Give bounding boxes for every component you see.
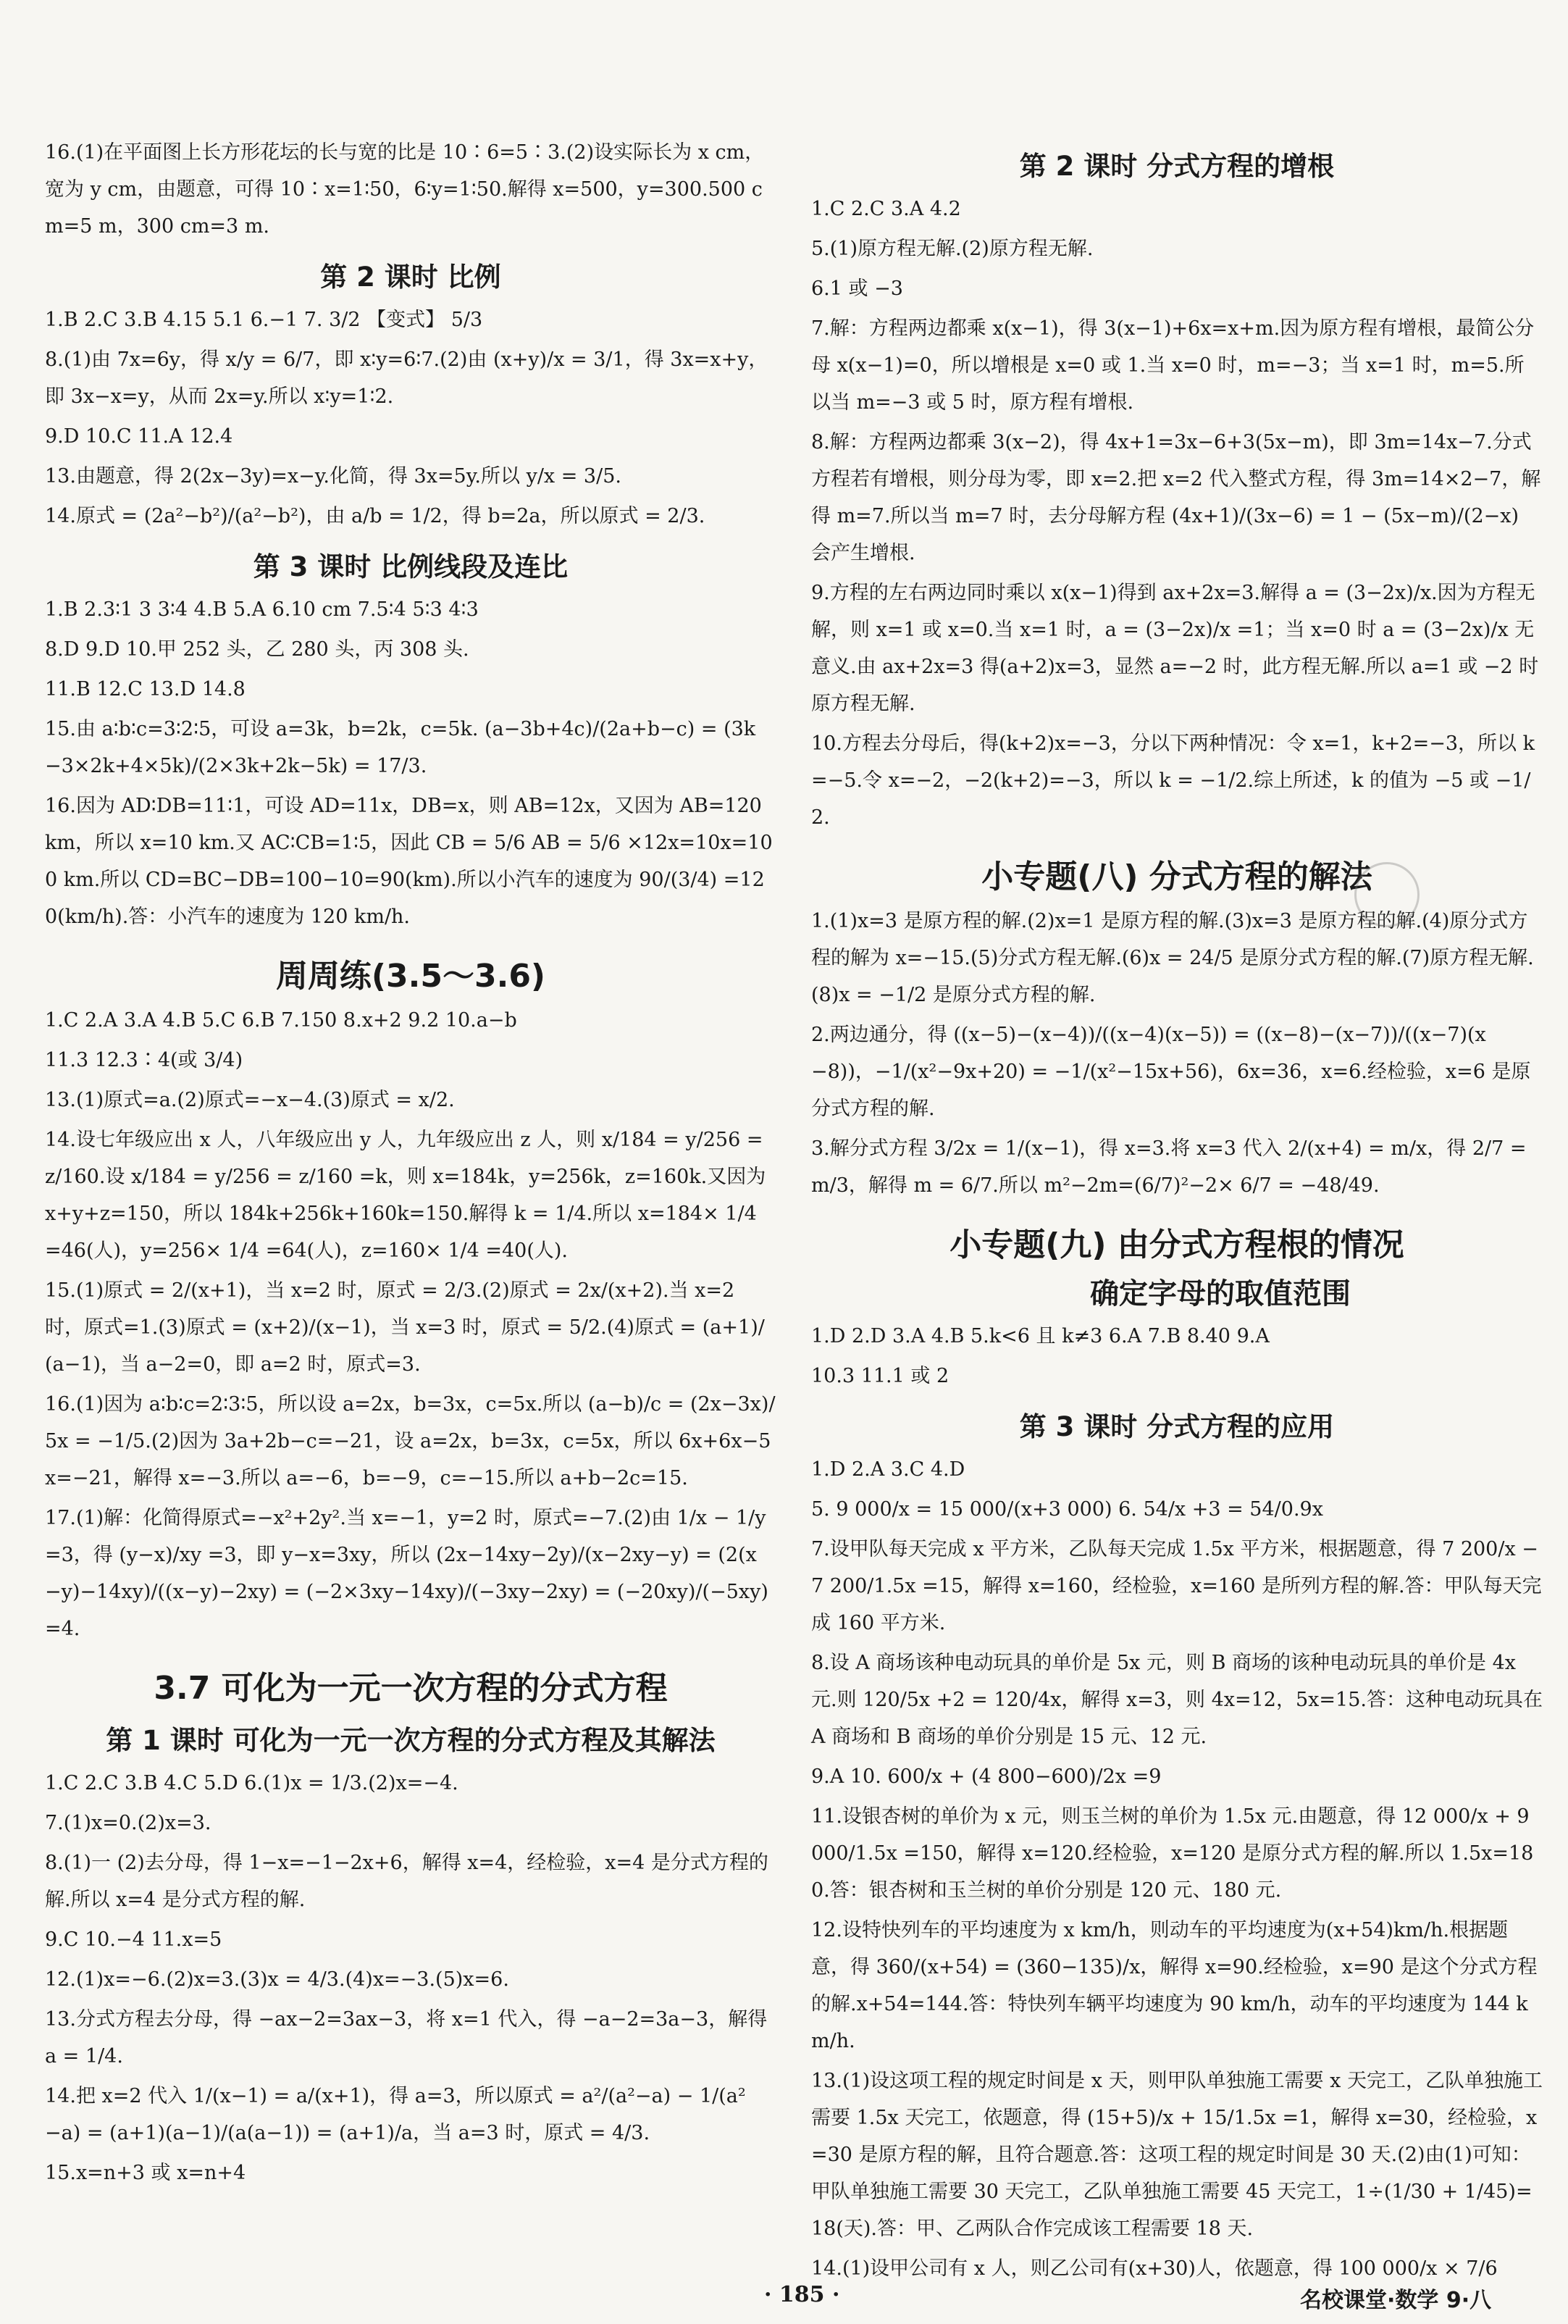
section-heading: 第 1 课时 可化为一元一次方程的分式方程及其解法: [106, 1725, 716, 1756]
section-heading: 3.7 可化为一元一次方程的分式方程: [154, 1670, 668, 1707]
answer-item: 13.(1)原式=a.(2)原式=−x−4.(3)原式 = x/2.: [45, 1089, 455, 1111]
answer-item: 15.x=n+3 或 x=n+4: [45, 2162, 246, 2184]
answer-item: 13.由题意，得 2(2x−3y)=x−y.化简，得 3x=5y.所以 y/x = 3/5.: [45, 465, 621, 488]
section-heading: 确定字母的取值范围: [1090, 1277, 1351, 1311]
answer-item: 6.1 或 −3: [811, 277, 903, 300]
answer-item: 12.(1)x=−6.(2)x=3.(3)x = 4/3.(4)x=−3.(5)x=6.: [45, 1968, 509, 1991]
answer-item: 9.D 10.C 11.A 12.4: [45, 425, 233, 448]
section-heading: 第 3 课时 比例线段及连比: [253, 551, 569, 582]
answer-item: 5.(1)原方程无解.(2)原方程无解.: [811, 238, 1094, 260]
answer-item: 10.方程去分母后，得(k+2)x=−3，分以下两种情况：令 x=1，k+2=−3，所以 k=−5.令 x=−2，−2(k+2)=−3，所以 k = −1/2.综上所述，k 的值为 −5 或 −1/2.: [811, 732, 1535, 829]
answer-item: 7.解：方程两边都乘 x(x−1)，得 3(x−1)+6x=x+m.因为原方程有增根，最简公分母 x(x−1)=0，所以增根是 x=0 或 1.当 x=0 时，m=−3；当 x=1 时，m=5.所以当 m=−3 或 5 时，原方程有增根.: [811, 317, 1535, 414]
answer-item: 15.(1)原式 = 2/(x+1)，当 x=2 时，原式 = 2/3.(2)原式 = 2x/(x+2).当 x=2 时，原式=1.(3)原式 = (x+2)/(x−1)，当 x=3 时，原式 = 5/2.(4)原式 = (a+1)/(a−1)，当 a−2=0，即 a=2 时，原式=3.: [45, 1279, 765, 1376]
section-heading: 小专题(八) 分式方程的解法: [981, 858, 1372, 895]
answer-item: 1.B 2.3∶1 3 3∶4 4.B 5.A 6.10 cm 7.5∶4 5∶3 4∶3: [45, 598, 479, 621]
answer-item: 1.C 2.A 3.A 4.B 5.C 6.B 7.150 8.x+2 9.2 10.a−b: [45, 1009, 517, 1032]
section-heading: 第 2 课时 分式方程的增根: [1019, 151, 1335, 182]
answer-item: 17.(1)解：化简得原式=−x²+2y².当 x=−1，y=2 时，原式=−7.(2)由 1/x − 1/y =3，得 (y−x)/xy =3，即 y−x=3xy，所以 (2x−14xy−2y)/(x−2xy−y) = (2(x−y)−14xy)/((x−y)−2xy) = (−2×3xy−14xy)/(−3xy−2xy) = (−20xy)/(−5xy) =4.: [45, 1507, 768, 1640]
section-heading: 周周练(3.5～3.6): [275, 958, 546, 995]
answer-item: 16.因为 AD∶DB=11∶1，可设 AD=11x，DB=x，则 AB=12x，又因为 AB=120 km，所以 x=10 km.又 AC∶CB=1∶5，因此 CB = 5/6 AB = 5/6 ×12x=10x=100 km.所以 CD=BC−DB=100−10=90(km).所以小汽车的速度为 90/(3/4) =120(km/h).答：小汽车的速度为 120 km/h.: [45, 795, 773, 928]
right-column: [811, 134, 1543, 2290]
answer-item: 1.D 2.A 3.C 4.D: [811, 1458, 965, 1481]
answer-item: 1.C 2.C 3.B 4.C 5.D 6.(1)x = 1/3.(2)x=−4.: [45, 1772, 458, 1794]
answer-item: 3.解分式方程 3/2x = 1/(x−1)，得 x=3.将 x=3 代入 2/(x+4) = m/x，得 2/7 = m/3，解得 m = 6/7.所以 m²−2m=(6/7)²−2× 6/7 = −48/49.: [811, 1137, 1527, 1197]
answer-item: 11.B 12.C 13.D 14.8: [45, 678, 246, 701]
stamp-seal: [1354, 862, 1420, 927]
answer-item: 15.由 a∶b∶c=3∶2∶5，可设 a=3k，b=2k，c=5k. (a−3b+4c)/(2a+b−c) = (3k−3×2k+4×5k)/(2×3k+2k−5k) = 17/3.: [45, 718, 756, 777]
answer-item: 9.C 10.−4 11.x=5: [45, 1928, 222, 1951]
answer-item: 2.两边通分，得 ((x−5)−(x−4))/((x−4)(x−5)) = ((x−8)−(x−7))/((x−7)(x−8))，−1/(x²−9x+20) = −1/(x²−15x+56)，6x=36，x=6.经检验，x=6 是原分式方程的解.: [811, 1024, 1531, 1120]
left-column: [45, 134, 776, 2194]
answer-item: 5. 9 000/x = 15 000/(x+3 000) 6. 54/x +3 = 54/0.9x: [811, 1498, 1323, 1521]
answer-item: 1.B 2.C 3.B 4.15 5.1 6.−1 7. 3/2 【变式】 5/3: [45, 309, 483, 331]
answer-item: 10.3 11.1 或 2: [811, 1365, 949, 1387]
page-number: · 185 ·: [764, 2282, 840, 2307]
answer-item: 16.(1)在平面图上长方形花坛的长与宽的比是 10∶6=5∶3.(2)设实际长为 x cm，宽为 y cm，由题意，可得 10∶x=1∶50，6∶y=1∶50.解得 x=500，y=300.500 cm=5 m，300 cm=3 m.: [45, 141, 765, 238]
answer-item: 8.设 A 商场该种电动玩具的单价是 5x 元，则 B 商场的该种电动玩具的单价是 4x 元.则 120/5x +2 = 120/4x，解得 x=3，则 4x=12，5x=15.答：这种电动玩具在 A 商场和 B 商场的单价分别是 15 元、12 元.: [811, 1652, 1543, 1748]
answer-item: 13.分式方程去分母，得 −ax−2=3ax−3，将 x=1 代入，得 −a−2=3a−3，解得 a = 1/4.: [45, 2008, 768, 2068]
answer-item: 8.D 9.D 10.甲 252 头，乙 280 头，丙 308 头.: [45, 638, 469, 661]
section-heading: 第 2 课时 比例: [320, 262, 501, 293]
answer-item: 1.C 2.C 3.A 4.2: [811, 198, 961, 220]
answer-item: 7.设甲队每天完成 x 平方米，乙队每天完成 1.5x 平方米，根据题意，得 7 200/x − 7 200/1.5x =15，解得 x=160，经检验，x=160 是所列方程的解.答：甲队每天完成 160 平方米.: [811, 1538, 1542, 1634]
answer-item: 16.(1)因为 a∶b∶c=2∶3∶5，所以设 a=2x，b=3x，c=5x.所以 (a−b)/c = (2x−3x)/5x = −1/5.(2)因为 3a+2b−c=−21，设 a=2x，b=3x，c=5x，所以 6x+6x−5x=−21，解得 x=−3.所以 a=−6，b=−9，c=−15.所以 a+b−2c=15.: [45, 1393, 776, 1489]
answer-item: 8.解：方程两边都乘 3(x−2)，得 4x+1=3x−6+3(5x−m)，即 3m=14x−7.分式方程若有增根，则分母为零，即 x=2.把 x=2 代入整式方程，得 3m=14×2−7，解得 m=7.所以当 m=7 时，去分母解方程 (4x+1)/(3x−6) = 1 − (5x−m)/(2−x) 会产生增根.: [811, 431, 1541, 564]
answer-item: 9.方程的左右两边同时乘以 x(x−1)得到 ax+2x=3.解得 a = (3−2x)/x.因为方程无解，则 x=1 或 x=0.当 x=1 时，a = (3−2x)/x =1；当 x=0 时 a = (3−2x)/x 无意义.由 ax+2x=3 得(a+2)x=3，显然 a=−2 时，此方程无解.所以 a=1 或 −2 时原方程无解.: [811, 582, 1539, 715]
answer-item: 1.(1)x=3 是原方程的解.(2)x=1 是原方程的解.(3)x=3 是原方程的解.(4)原分式方程的解为 x=−15.(5)分式方程无解.(6)x = 24/5 是原分式方程的解.(7)原方程无解.(8)x = −1/2 是原分式方程的解.: [811, 910, 1534, 1006]
answer-item: 14.原式 = (2a²−b²)/(a²−b²)，由 a/b = 1/2，得 b=2a，所以原式 = 2/3.: [45, 505, 705, 527]
answer-item: 14.设七年级应出 x 人，八年级应出 y 人，九年级应出 z 人，则 x/184 = y/256 = z/160.设 x/184 = y/256 = z/160 =k，则 x=184k，y=256k，z=160k.又因为 x+y+z=150，所以 184k+256k+160k=150.解得 k = 1/4.所以 x=184× 1/4 =46(人)，y=256× 1/4 =64(人)，z=160× 1/4 =40(人).: [45, 1129, 766, 1262]
book-brand: 名校课堂·数学 9·八: [1300, 2288, 1492, 2313]
answer-item: 14.(1)设甲公司有 x 人，则乙公司有(x+30)人，依题意，得 100 000/x × 7/6: [811, 2257, 1498, 2280]
answer-item: 11.3 12.3∶4(或 3/4): [45, 1049, 243, 1071]
answer-item: 14.把 x=2 代入 1/(x−1) = a/(x+1)，得 a=3，所以原式 = a²/(a²−a) − 1/(a²−a) = (a+1)(a−1)/(a(a−1)) = (a+1)/a，当 a=3 时，原式 = 4/3.: [45, 2085, 746, 2144]
answer-item: 11.设银杏树的单价为 x 元，则玉兰树的单价为 1.5x 元.由题意，得 12 000/x + 9 000/1.5x =150，解得 x=120.经检验，x=120 是原分式方程的解.所以 1.5x=180.答：银杏树和玉兰树的单价分别是 120 元、180 元.: [811, 1805, 1534, 1902]
section-heading: 第 3 课时 分式方程的应用: [1019, 1411, 1335, 1442]
answer-item: 8.(1)由 7x=6y，得 x/y = 6/7，即 x∶y=6∶7.(2)由 (x+y)/x = 3/1，得 3x=x+y，即 3x−x=y，从而 2x=y.所以 x∶y=1∶2.: [45, 348, 768, 408]
answer-item: 7.(1)x=0.(2)x=3.: [45, 1812, 211, 1834]
answer-item: 12.设特快列车的平均速度为 x km/h，则动车的平均速度为(x+54)km/h.根据题意，得 360/(x+54) = (360−135)/x，解得 x=90.经检验，x=90 是这个分式方程的解.x+54=144.答：特快列车辆平均速度为 90 km/h，动车的平均速度为 144 km/h.: [811, 1919, 1538, 2052]
answer-item: 1.D 2.D 3.A 4.B 5.k<6 且 k≠3 6.A 7.B 8.40 9.A: [811, 1325, 1270, 1347]
answer-item: 13.(1)设这项工程的规定时间是 x 天，则甲队单独施工需要 x 天完工，乙队单独施工需要 1.5x 天完工，依题意，得 (15+5)/x + 15/1.5x =1，解得 x=30，经检验，x=30 是原方程的解，且符合题意.答：这项工程的规定时间是 30 天.(2)由(1)可知：甲队单独施工需要 30 天完工，乙队单独施工需要 45 天完工，1÷(1/30 + 1/45)=18(天).答：甲、乙两队合作完成该工程需要 18 天.: [811, 2070, 1543, 2240]
answer-item: 8.(1)一 (2)去分母，得 1−x=−1−2x+6，解得 x=4，经检验，x=4 是分式方程的解.所以 x=4 是分式方程的解.: [45, 1852, 768, 1911]
section-heading: 小专题(九) 由分式方程根的情况: [949, 1226, 1404, 1263]
answer-item: 9.A 10. 600/x + (4 800−600)/2x =9: [811, 1765, 1162, 1788]
